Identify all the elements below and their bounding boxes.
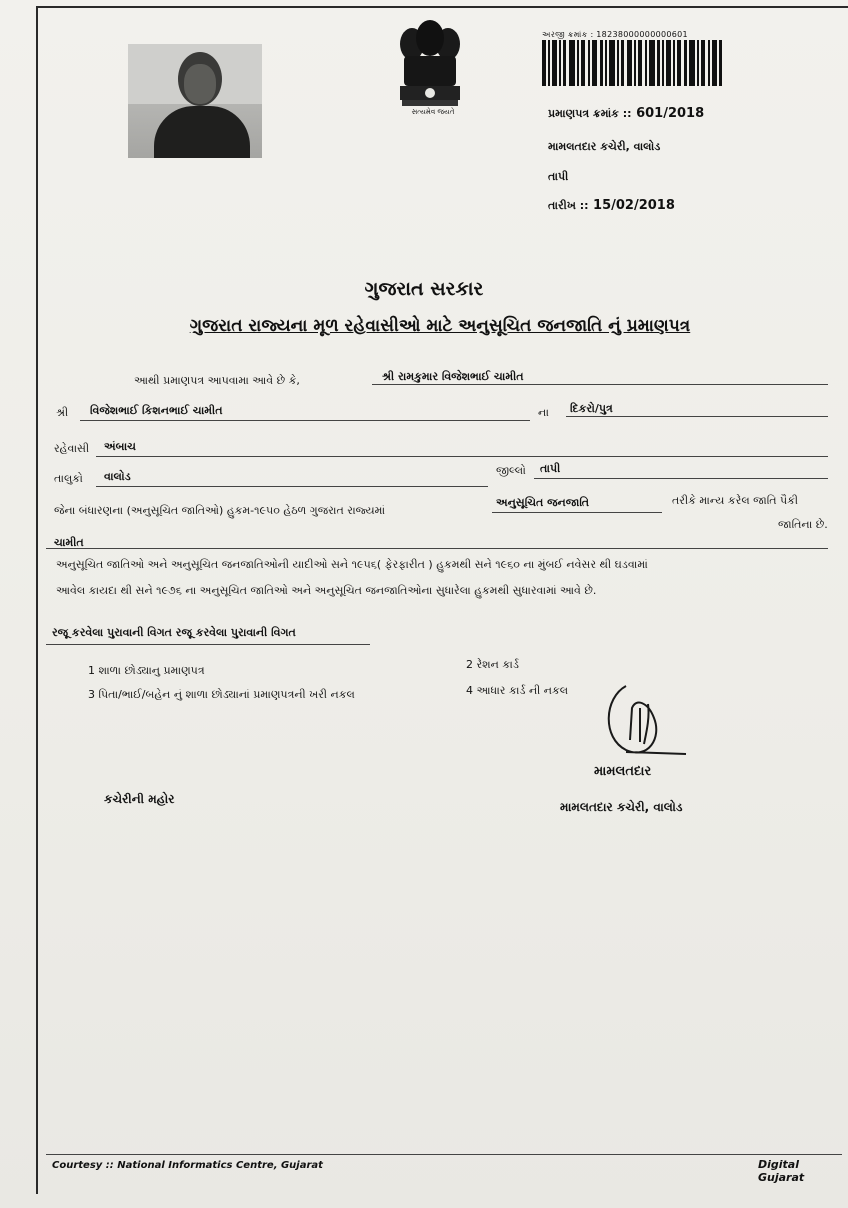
father-name: વિજેશભાઈ કિશનભાઈ ચામીત [90,404,223,417]
recognized-text: તરીકે માન્ય કરેલ જાતિ પૈકી [672,494,799,507]
underline [96,486,488,487]
legal-paragraph [56,552,836,604]
documents-heading: રજૂ કરવેલા પુરાવાની વિગત રજૂ કરવેલા પુરાવાની વિગત [52,626,296,639]
taluka-label: તાલુકો [54,472,83,485]
relation-label: ના [538,406,549,419]
footer-courtesy: Courtesy :: National Informatics Centre, Gujarat [52,1160,323,1171]
barcode-label: અરજી ક્રમાંક : 18238000000000601 [542,30,688,39]
paragraph-line-2: આવેલ કાયદા થી સને ૧૯૭૬ ના અનુસૂચિત જાતિઓ અને અનુસૂચિત જનજાતિઓના સુધારેલા હુકમથી સુધારવામાં આવે છે. [56,584,597,597]
applicant-photo [128,44,262,158]
underline [492,512,662,513]
applicant-name: શ્રી રામકુમાર વિજેશભાઈ ચામીત [382,370,524,383]
resident-label: રહેવાસી [54,442,90,455]
resident-value: અંબાચ [104,440,136,453]
taluka-value: વાલોડ [104,470,131,483]
underline [46,644,370,645]
relation-value: દિકરો/પુત્ર [570,402,613,415]
document-item-4: 4 આધાર કાર્ડ ની નકલ [466,684,569,697]
signature-icon [596,678,696,762]
government-title: ગુજરાત સરકાર [364,278,484,300]
document-item-1: 1 શાળા છોડ્યાનુ પ્રમાણપત્ર [88,664,205,677]
certificate-date: તારીખ :: 15/02/2018 [548,198,675,213]
document-item-2: 2 રેશન કાર્ડ [466,658,519,671]
signatory-office: મામલતદાર કચેરી, વાલોડ [560,800,683,814]
emblem-motto: સત્યમેવ જયતે [411,108,455,116]
underline [46,548,828,549]
underline [566,416,828,417]
underline [96,456,828,457]
footer-divider [46,1154,842,1155]
district-label: જીલ્લો [496,464,526,477]
category-value: અનુસૂચિત જનજાતિ [496,496,590,509]
order-text: જેના બંધારણના (અનુસૂચિત જાતિઓ) હુકમ-૧૯૫૦ હેઠળ ગુજરાત રાજ્યમાં [54,504,386,517]
certificate-title: ગુજરાત રાજ્યના મૂળ રહેવાસીઓ માટે અનુસૂચિત જનજાતિ નું પ્રમાણપત્ર [189,316,691,336]
signatory-title: મામલતદાર [594,764,652,779]
underline [80,420,530,421]
document-item-3: 3 પિતા/ભાઈ/બહેન નું શાળા છોડ્યાનાં પ્રમાણપત્રની ખરી નકલ [88,688,355,701]
underline [372,384,828,385]
caste-suffix: જાતિના છે. [778,518,828,531]
certificate-number: પ્રમાણપત્ર ક્રમાંક :: 601/2018 [548,106,705,121]
issuing-district: તાપી [548,170,569,183]
district-value: તાપી [540,462,561,475]
barcode [542,40,722,86]
underline [534,478,828,479]
footer-brand: Digital Gujarat [758,1158,805,1184]
caste-value: ચામીત [54,536,84,549]
paragraph-line-1: અનુસૂચિત જાતિઓ અને અનુસૂચિત જનજાતિઓની યાદીઓ સને ૧૯૫૬( ફેરફારીત ) હુકમથી સને ૧૯૬૦ ના મુંબઈ નવેસર થી ઘડવામાં [56,558,648,571]
office-seal-label: કચેરીની મહોર [104,792,175,806]
father-prefix: શ્રી [56,406,69,419]
intro-label: આથી પ્રમાણપત્ર આપવામા આવે છે કે, [134,374,300,387]
issuing-office: મામલતદાર કચેરી, વાલોડ [548,140,661,153]
